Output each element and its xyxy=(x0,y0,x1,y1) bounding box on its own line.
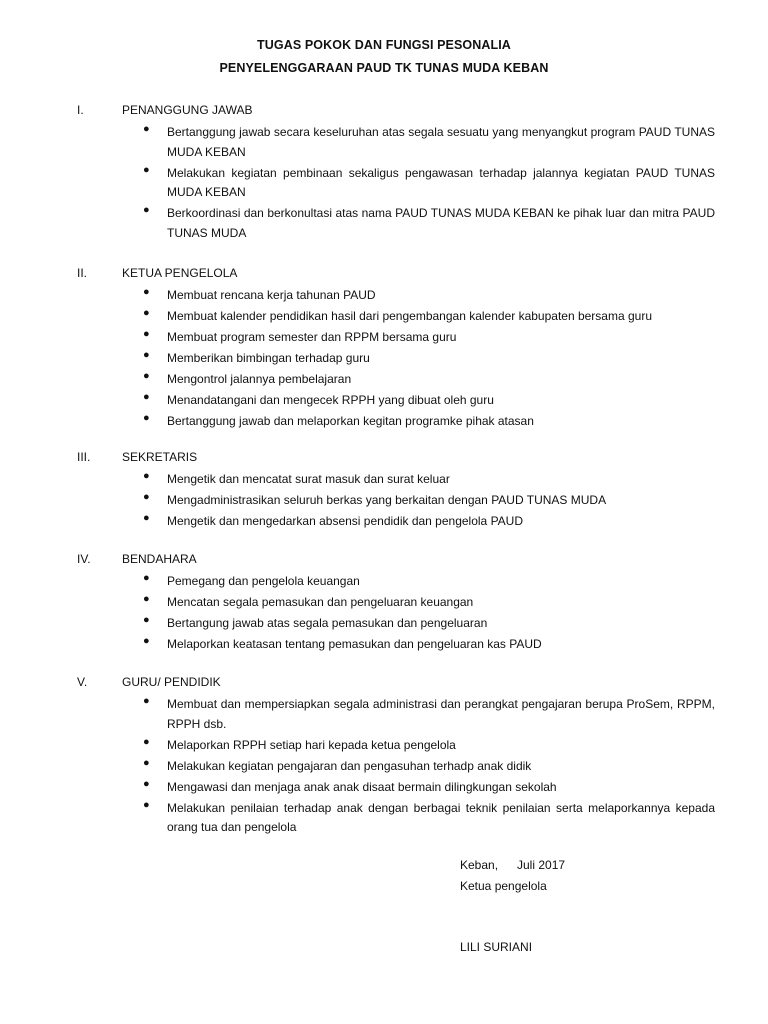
list-item: ● Membuat program semester dan RPPM bersama guru xyxy=(143,328,457,344)
bullet-icon: ● xyxy=(143,470,150,482)
section-heading: KETUA PENGELOLA xyxy=(122,266,238,280)
signature-place: Keban, xyxy=(460,858,499,872)
bullet-icon: ● xyxy=(143,286,150,298)
bullet-icon: ● xyxy=(143,307,150,319)
section-number: IV. xyxy=(77,552,91,566)
list-item: ● Melakukan kegiatan pengajaran dan pengasuhan terhadp anak didik xyxy=(143,756,532,773)
bullet-icon: ● xyxy=(143,370,150,382)
list-item: ● Bertanggung jawab secara keseluruhan atas segala sesuatu yang menyangkut program PAUD TUNAS MUDA KEBAN xyxy=(143,123,715,159)
section-number: V. xyxy=(77,675,88,689)
bullet-icon: ● xyxy=(143,593,150,605)
signature-name: LILI SURIANI xyxy=(460,940,533,954)
bullet-icon: ● xyxy=(143,756,150,769)
bullet-icon: ● xyxy=(143,695,150,707)
list-item: ● Melaporkan keatasan tentang pemasukan dan pengeluaran kas PAUD xyxy=(143,635,542,651)
duty-list xyxy=(0,695,768,839)
duty-list xyxy=(0,470,768,533)
section-heading: SEKRETARIS xyxy=(122,450,198,464)
list-item: ● Melaporkan RPPH setiap hari kepada ketua pengelola xyxy=(143,735,456,752)
signature-role: Ketua pengelola xyxy=(460,879,547,893)
list-item: ● Membuat kalender pendidikan hasil dari pengembangan kalender kabupaten bersama guru xyxy=(143,307,652,323)
duty-list xyxy=(0,123,768,245)
list-item: ● Melakukan kegiatan pembinaan sekaligus pengawasan terhadap jalannya kegiatan PAUD TUNAS MUDA KEBAN xyxy=(143,163,715,199)
bullet-icon: ● xyxy=(143,491,150,503)
bullet-icon: ● xyxy=(143,412,150,424)
document-subtitle: PENYELENGGARAAN PAUD TK TUNAS MUDA KEBAN xyxy=(219,61,549,75)
list-item: ● Memberikan bimbingan terhadap guru xyxy=(143,349,370,365)
bullet-icon: ● xyxy=(143,798,150,811)
duty-list xyxy=(0,286,768,433)
bullet-icon: ● xyxy=(143,204,150,216)
bullet-icon: ● xyxy=(143,123,150,135)
bullet-icon: ● xyxy=(143,391,150,403)
signature-date: Juli 2017 xyxy=(517,858,566,872)
bullet-icon: ● xyxy=(143,635,150,647)
list-item: ● Menandatangani dan mengecek RPPH yang dibuat oleh guru xyxy=(143,391,494,407)
list-item: ● Berkoordinasi dan berkonultasi atas nama PAUD TUNAS MUDA KEBAN ke pihak luar dan mitra PAUD TUNAS MUDA xyxy=(143,204,715,240)
bullet-icon: ● xyxy=(143,614,150,626)
list-item: ● Mencatan segala pemasukan dan pengeluaran keuangan xyxy=(143,593,474,609)
bullet-icon: ● xyxy=(143,777,150,790)
list-item: ● Mengawasi dan menjaga anak anak disaat bermain dilingkungan sekolah xyxy=(143,777,557,794)
bullet-icon: ● xyxy=(143,328,150,340)
list-item: ● Pemegang dan pengelola keuangan xyxy=(143,572,360,588)
bullet-icon: ● xyxy=(143,735,150,748)
document-title: TUGAS POKOK DAN FUNGSI PESONALIA xyxy=(257,38,511,52)
bullet-icon: ● xyxy=(143,572,150,584)
duty-list xyxy=(0,572,768,656)
section-heading: GURU/ PENDIDIK xyxy=(122,675,221,689)
list-item: ● Melakukan penilaian terhadap anak dengan berbagai teknik penilaian serta melaporkannya kepada orang tua dan pengelola xyxy=(143,798,715,834)
bullet-icon: ● xyxy=(143,163,150,176)
section-number: III. xyxy=(77,450,91,464)
section-number: II. xyxy=(77,266,88,280)
list-item: ● Membuat rencana kerja tahunan PAUD xyxy=(143,286,376,302)
section-heading: PENANGGUNG JAWAB xyxy=(122,103,253,117)
list-item: ● Bertangung jawab atas segala pemasukan dan pengeluaran xyxy=(143,614,488,630)
bullet-icon: ● xyxy=(143,349,150,361)
list-item: ● Mengetik dan mencatat surat masuk dan surat keluar xyxy=(143,470,450,486)
list-item: ● Bertanggung jawab dan melaporkan kegitan programke pihak atasan xyxy=(143,412,534,428)
bullet-icon: ● xyxy=(143,512,150,524)
section-number: I. xyxy=(77,103,84,117)
list-item: ● Membuat dan mempersiapkan segala administrasi dan perangkat pengajaran berupa ProSem, RPPM, RPPH dsb. xyxy=(143,695,715,731)
list-item: ● Mengadministrasikan seluruh berkas yang berkaitan dengan PAUD TUNAS MUDA xyxy=(143,491,607,507)
list-item: ● Mengetik dan mengedarkan absensi pendidik dan pengelola PAUD xyxy=(143,512,524,528)
list-item: ● Mengontrol jalannya pembelajaran xyxy=(143,370,352,386)
section-heading: BENDAHARA xyxy=(122,552,197,566)
